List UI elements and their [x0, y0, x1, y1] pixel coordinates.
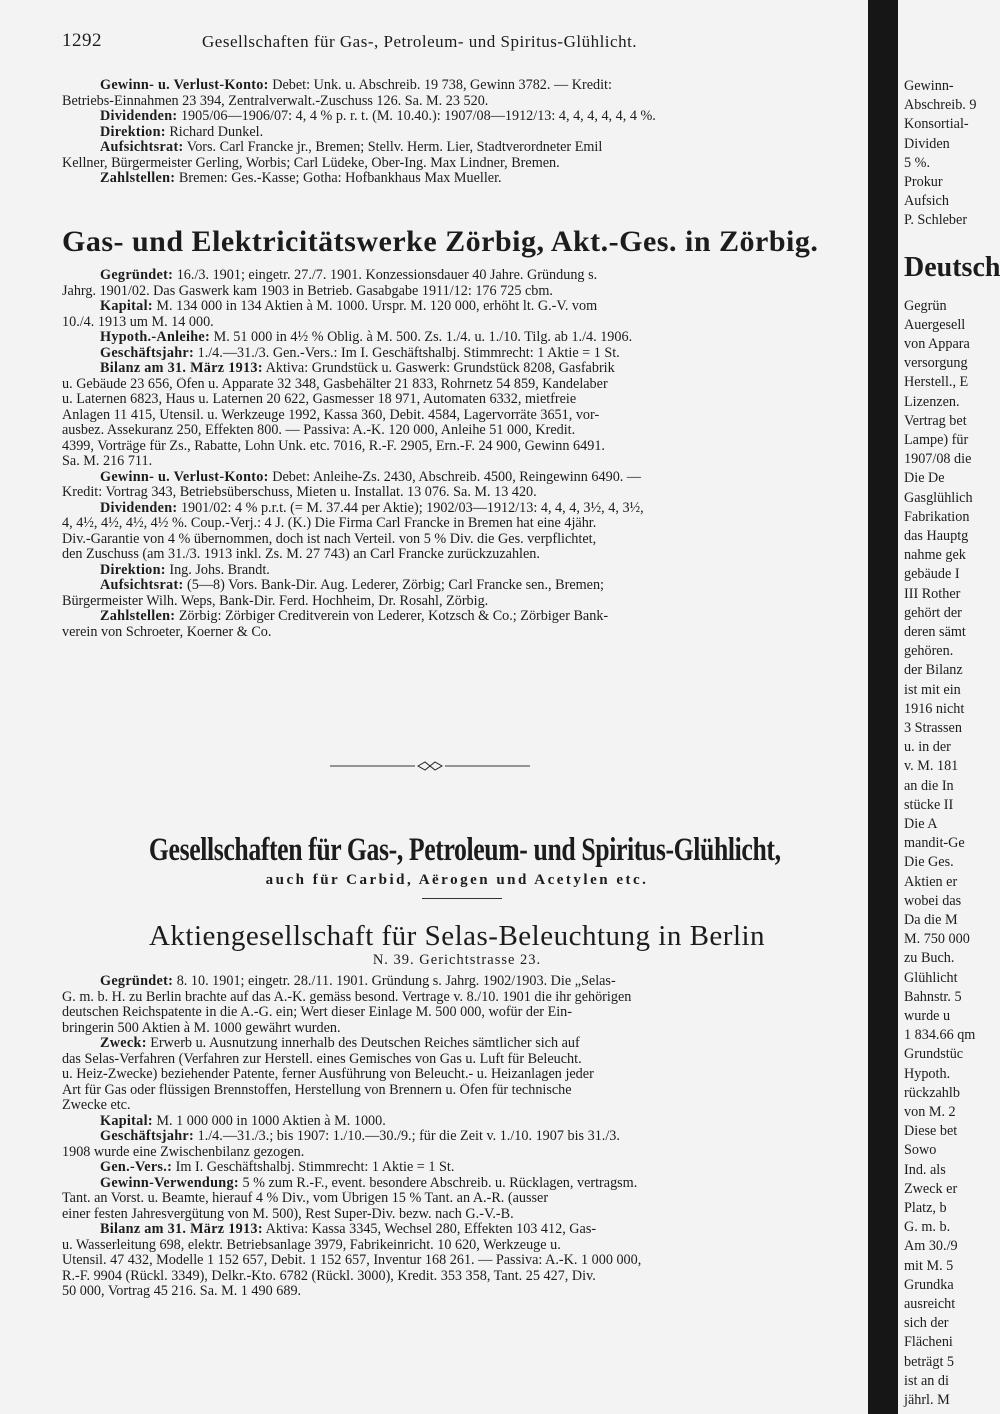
field-label: Dividenden: — [100, 500, 178, 516]
adjacent-text-fragment: Bahnstr. 5 — [904, 988, 962, 1005]
adjacent-text-fragment: Die De — [904, 470, 945, 487]
field-label: Geschäftsjahr: — [100, 1129, 195, 1144]
section-divider-ornament — [330, 760, 530, 772]
text-line — [62, 408, 852, 424]
field-text: Richard Dunkel. — [165, 124, 264, 140]
field-text: ausbez. Assekuranz 250, Effekten 800. — Passiva: A.-K. 120 000, Anleihe 51 000, Kredit. — [62, 423, 576, 438]
text-line — [62, 625, 852, 641]
running-title: Gesellschaften für Gas-, Petroleum- und Spiritus-Glühlicht. — [202, 32, 638, 51]
adjacent-text-fragment: Herstell., E — [904, 374, 969, 391]
field-text: Art für Gas oder flüssigen Brennstoffen, Herstellung von Brennern u. Öfen für technische — [62, 1082, 572, 1098]
field-text: M. 134 000 in 134 Aktien à M. 1000. Urspr. M. 120 000, erhöht lt. G.-V. vom — [152, 299, 598, 314]
field-text: Erwerb u. Ausnutzung innerhalb des Deutschen Reiches sämtlicher sich auf — [146, 1036, 580, 1051]
field-label: Direktion: — [100, 562, 166, 578]
text-line — [62, 94, 852, 110]
adjacent-text-fragment: Sowo — [904, 1142, 937, 1159]
text-line — [62, 1253, 852, 1269]
field-label: Kapital: — [100, 1113, 153, 1129]
adjacent-text-fragment: Prokur — [904, 174, 943, 190]
field-text: 1905/06—1906/07: 4, 4 % p. r. t. (M. 10.40.): 1907/08—1912/13: 4, 4, 4, 4, 4, 4 %. — [177, 109, 656, 124]
adjacent-text-fragment: Platz, b — [904, 1200, 947, 1216]
field-label: Zahlstellen: — [100, 609, 176, 624]
adjacent-text-fragment: Fabrikation — [904, 508, 970, 525]
field-text: deutschen Reichspatente in die A.-G. ein; Wert dieser Einlage M. 500 000, wofür der Ein- — [62, 1005, 572, 1020]
field-text: Debet: Anleihe-Zs. 2430, Abschreib. 4500, Reingewinn 6490. — — [268, 469, 642, 485]
text-line — [62, 1222, 852, 1238]
text-line — [62, 1160, 852, 1176]
field-text: Bürgermeister Wilh. Weps, Bank-Dir. Ferd. Hochheim, Dr. Rosahl, Zörbig. — [62, 593, 489, 609]
page-number: 1292 — [62, 30, 102, 51]
text-line — [62, 485, 852, 501]
previous-company-tail — [62, 78, 852, 187]
text-line — [62, 299, 852, 315]
field-label: Gewinn- u. Verlust-Konto: — [100, 469, 269, 485]
adjacent-text-fragment: deren sämt — [904, 624, 966, 640]
field-label: Gegründet: — [100, 268, 174, 283]
adjacent-text-fragment: v. M. 181 — [904, 758, 959, 775]
field-text: Betriebs-Einnahmen 23 394, Zentralverwalt.-Zuschuss 126. Sa. M. 23 520. — [62, 93, 489, 109]
field-text: Div.-Garantie von 4 % übernommen, doch ist nach Verteil. von 5 % Div. die Ges. verpflichtet, — [62, 531, 597, 547]
field-text: u. Gebäude 23 656, Öfen u. Apparate 32 348, Gasbehälter 21 833, Rohrnetz 54 859, Kandelaber — [62, 376, 608, 392]
text-line — [62, 1191, 852, 1207]
adjacent-text-fragment: sich der — [904, 1315, 949, 1332]
text-line — [62, 140, 852, 156]
field-text: bringerin 500 Aktien à M. 1000 gewährt wurden. — [62, 1020, 341, 1036]
text-line — [62, 423, 852, 439]
field-text: den Zuschuss (am 31./3. 1913 inkl. Zs. M. 27 743) an Carl Francke zurückzuzahlen. — [62, 547, 540, 562]
adjacent-text-fragment: nahme gek — [904, 547, 966, 564]
adjacent-text-fragment: von Appara — [904, 336, 970, 352]
adjacent-text-fragment: Die Ges. — [904, 854, 954, 871]
adjacent-text-fragment: u. in der — [904, 739, 951, 756]
field-text: 8. 10. 1901; eingetr. 28./11. 1901. Gründung s. Jahrg. 1902/1903. Die „Selas- — [173, 974, 616, 989]
field-text: 10./4. 1913 um M. 14 000. — [62, 314, 214, 330]
text-line — [62, 439, 852, 455]
adjacent-text-fragment: Glühlicht — [904, 969, 958, 986]
section-title: Gesellschaften für Gas-, Petroleum- und Spiritus-Glühlicht, — [148, 832, 781, 868]
field-text: Anlagen 11 415, Utensil. u. Werkzeuge 1992, Kassa 360, Debit. 4584, Lagervorräte 3651, vor- — [62, 407, 600, 423]
text-line — [62, 547, 852, 563]
adjacent-text-fragment: das Hauptg — [904, 528, 969, 544]
field-text: 1./4.—31./3. Gen.-Vers.: Im I. Geschäftshalbj. Stimmrecht: 1 Aktie = 1 St. — [194, 345, 620, 361]
adjacent-text-fragment: Aktien er — [904, 873, 958, 890]
field-label: Gegründet: — [100, 974, 174, 989]
adjacent-text-fragment: Hypoth. — [904, 1065, 951, 1082]
field-text: 50 000, Vortrag 45 216. Sa. M. 1 490 689. — [62, 1284, 302, 1299]
field-label: Direktion: — [100, 124, 166, 140]
text-line — [62, 156, 852, 172]
text-line — [62, 1114, 852, 1130]
text-line — [62, 315, 852, 331]
adjacent-text-fragment: Grundka — [904, 1276, 954, 1293]
field-text: Aktiva: Grundstück u. Gaswerk: Grundstück 8208, Gasfabrik — [262, 361, 615, 376]
field-text: verein von Schroeter, Koerner & Co. — [62, 624, 272, 640]
adjacent-text-fragment: Dividen — [904, 135, 950, 152]
field-text: 1908 wurde eine Zwischenbilanz gezogen. — [62, 1144, 305, 1160]
adjacent-text-fragment: 3 Strassen — [904, 720, 962, 736]
adjacent-page-column — [900, 0, 1000, 1414]
adjacent-text-fragment: wobei das — [904, 892, 962, 909]
field-label: Hypoth.-Anleihe: — [100, 330, 211, 345]
text-line — [62, 346, 852, 362]
field-text: Tant. an Vorst. u. Beamte, hierauf 4 % Div., vom Übrigen 15 % Tant. an A.-R. (ausser — [62, 1191, 549, 1206]
field-text: Debet: Unk. u. Abschreib. 19 738, Gewinn 3782. — Kredit: — [268, 78, 612, 93]
field-text: Zwecke etc. — [62, 1098, 131, 1113]
adjacent-text-fragment: der Bilanz — [904, 662, 963, 679]
field-text: 16./3. 1901; eingetr. 27./7. 1901. Konzessionsdauer 40 Jahre. Gründung s. — [173, 268, 598, 283]
adjacent-text-fragment: Aufsich — [904, 193, 949, 210]
text-line — [62, 171, 852, 187]
field-label: Dividenden: — [100, 109, 178, 124]
field-text: Zörbig: Zörbiger Creditverein von Lederer, Kotzsch & Co.; Zörbiger Bank- — [175, 609, 609, 624]
adjacent-text-fragment: Lizenzen. — [904, 393, 960, 410]
text-line — [62, 1067, 852, 1083]
text-line — [62, 284, 852, 300]
field-label: Gewinn-Verwendung: — [100, 1175, 239, 1191]
adjacent-text-fragment: Da die M — [904, 912, 958, 928]
adjacent-text-fragment: G. m. b. — [904, 1219, 951, 1236]
field-text: R.-F. 9904 (Rückl. 3349), Delkr.-Kto. 6782 (Rückl. 3000), Kredit. 353 358, Tant. 25 427, Div. — [62, 1268, 596, 1284]
adjacent-text-fragment: gehören. — [904, 643, 954, 660]
text-line — [62, 1176, 852, 1192]
field-label: Aufsichtsrat: — [100, 140, 184, 155]
field-text: Kellner, Bürgermeister Gerling, Worbis; Carl Lüdeke, Ober-Ing. Max Lindner, Bremen. — [62, 155, 560, 171]
text-line — [62, 1284, 852, 1300]
field-text: Aktiva: Kassa 3345, Wechsel 280, Effekten 103 412, Gas- — [262, 1222, 597, 1237]
field-text: Sa. M. 216 711. — [62, 454, 153, 469]
field-text: Bremen: Ges.-Kasse; Gotha: Hofbankhaus Max Mueller. — [175, 171, 502, 186]
field-text: u. Wasserleitung 698, elektr. Betriebsanlage 3979, Fabrikeinricht. 10 620, Werkzeuge u. — [62, 1237, 561, 1253]
text-line — [62, 1269, 852, 1285]
adjacent-text-fragment: Gegrün — [904, 297, 947, 314]
text-line — [62, 109, 852, 125]
text-line — [62, 470, 852, 486]
adjacent-text-fragment: 1 834.66 qm — [904, 1027, 976, 1044]
adjacent-text-fragment: Die A — [904, 816, 938, 832]
adjacent-text-fragment: von M. 2 — [904, 1104, 956, 1120]
adjacent-text-fragment: Am 30./9 — [904, 1238, 958, 1255]
adjacent-text-fragment: gehört der — [904, 604, 962, 621]
section-subtitle: auch für Carbid, Aërogen und Acetylen etc. — [265, 872, 649, 888]
field-text: 1901/02: 4 % p.r.t. (= M. 37.44 per Aktie); 1902/03—1912/13: 4, 4, 4, 3½, 4, 3½, — [177, 500, 644, 516]
adjacent-text-fragment: Ind. als — [904, 1161, 946, 1178]
field-text: G. m. b. H. zu Berlin brachte auf das A.-K. gemäss besond. Vertrage v. 8./10. 1901 die ihr gehörigen — [62, 989, 632, 1005]
text-line — [62, 78, 852, 94]
adjacent-text-fragment: versorgung — [904, 355, 968, 372]
text-line — [62, 990, 852, 1006]
adjacent-text-fragment: Abschreib. 9 — [904, 97, 977, 114]
text-line — [62, 1129, 852, 1145]
adjacent-text-fragment: wurde u — [904, 1008, 951, 1024]
adjacent-text-fragment: ist mit ein — [904, 681, 961, 698]
adjacent-text-fragment: M. 750 000 — [904, 931, 970, 948]
field-label: Gewinn- u. Verlust-Konto: — [100, 78, 269, 93]
adjacent-text-fragment: Auergesell — [904, 316, 966, 333]
field-label: Bilanz am 31. März 1913: — [100, 1222, 263, 1237]
text-line — [62, 1036, 852, 1052]
field-text: Utensil. 47 432, Modelle 1 152 657, Debit. 1 152 657, Inventur 168 261. — Passiva: A.-K. 1 000 000, — [62, 1253, 642, 1268]
text-line — [62, 578, 852, 594]
field-text: u. Heiz-Zwecke) beziehender Patente, ferner Ausführung von Beleucht.- u. Heizanlagen jeder — [62, 1067, 594, 1082]
field-label: Gen.-Vers.: — [100, 1160, 173, 1175]
adjacent-text-fragment: Diese bet — [904, 1123, 958, 1140]
adjacent-text-fragment: stücke II — [904, 796, 954, 813]
adjacent-text-fragment: Lampe) für — [904, 432, 969, 448]
field-label: Aufsichtsrat: — [100, 578, 184, 593]
adjacent-text-fragment: 1907/08 die — [904, 451, 972, 468]
adjacent-text-fragment: Grundstüc — [904, 1046, 964, 1063]
adjacent-text-fragment: 1916 nicht — [904, 700, 965, 717]
adjacent-text-fragment: ist an di — [904, 1372, 949, 1389]
adjacent-text-fragment: ausreicht — [904, 1296, 956, 1312]
field-text: (5—8) Vors. Bank-Dir. Aug. Lederer, Zörbig; Carl Francke sen., Bremen; — [183, 578, 604, 593]
company-address-selas: N. 39. Gerichtstrasse 23. — [372, 952, 542, 968]
text-line — [62, 268, 852, 284]
text-line — [62, 563, 852, 579]
company-entry-zoerbig — [62, 268, 852, 640]
text-line — [62, 516, 852, 532]
text-line — [62, 1145, 852, 1161]
company-entry-selas — [62, 974, 852, 1300]
adjacent-text-fragment: mandit-Ge — [904, 835, 965, 852]
adjacent-text-fragment: an die In — [904, 777, 954, 794]
field-label: Zweck: — [100, 1036, 147, 1051]
adjacent-text-fragment: Konsortial- — [904, 116, 969, 133]
text-line — [62, 377, 852, 393]
field-text: 4, 4½, 4½, 4½, 4½ %. Coup.-Verj.: 4 J. (K.) Die Firma Carl Francke in Bremen hat eine 4jähr. — [62, 516, 597, 531]
adjacent-text-fragment: Flächeni — [904, 1334, 953, 1351]
adjacent-text-fragment: zu Buch. — [904, 950, 955, 967]
text-line — [62, 1005, 852, 1021]
field-label: Geschäftsjahr: — [100, 345, 195, 361]
text-line — [62, 1021, 852, 1037]
text-line — [62, 1098, 852, 1114]
text-line — [62, 361, 852, 377]
text-line — [62, 1207, 852, 1223]
adjacent-text-fragment: P. Schleber — [904, 212, 968, 229]
adjacent-text-fragment: Zweck er — [904, 1180, 958, 1197]
page-gutter-shadow — [868, 0, 898, 1414]
field-label: Kapital: — [100, 299, 153, 314]
text-line — [62, 532, 852, 548]
adjacent-text-fragment: mit M. 5 — [904, 1257, 954, 1274]
text-line — [62, 501, 852, 517]
adjacent-text-fragment: 5 %. — [904, 154, 931, 171]
adjacent-text-fragment: Gasglühlich — [904, 489, 973, 506]
field-text: M. 51 000 in 4½ % Oblig. à M. 500. Zs. 1./4. u. 1./10. Tilg. ab 1./4. 1906. — [210, 330, 633, 345]
text-line — [62, 454, 852, 470]
section-rule — [422, 898, 502, 899]
text-line — [62, 974, 852, 990]
adjacent-text-fragment: gebäude I — [904, 566, 960, 583]
text-line — [62, 1052, 852, 1068]
field-label: Zahlstellen: — [100, 171, 176, 186]
field-text: Kredit: Vortrag 343, Betriebsüberschuss, Mieten u. Installat. 13 076. Sa. M. 13 420. — [62, 485, 537, 500]
field-text: M. 1 000 000 in 1000 Aktien à M. 1000. — [152, 1113, 386, 1129]
field-text: 1./4.—31./3.; bis 1907: 1./10.—30./9.; für die Zeit v. 1./10. 1907 bis 31./3. — [194, 1129, 620, 1144]
field-text: u. Laternen 6823, Haus u. Laternen 20 622, Gasmesser 18 971, Automaten 6332, mietfreie — [62, 392, 577, 407]
adjacent-text-fragment: beträgt 5 — [904, 1353, 955, 1370]
field-text: das Selas-Verfahren (Verfahren zur Herstell. eines Gemisches von Gas u. Luft für Beleucht. — [62, 1051, 582, 1067]
field-text: Vors. Carl Francke jr., Bremen; Stellv. Herm. Lier, Stadtverordneter Emil — [183, 140, 603, 155]
adjacent-text-fragment: rückzahlb — [904, 1084, 960, 1101]
field-text: Ing. Johs. Brandt. — [165, 562, 270, 578]
text-line — [62, 125, 852, 141]
adjacent-text-fragment: jährl. M — [904, 1392, 950, 1408]
text-line — [62, 594, 852, 610]
field-label: Bilanz am 31. März 1913: — [100, 361, 263, 376]
field-text: 5 % zum R.-F., event. besondere Abschreib. u. Rücklagen, vertragsm. — [238, 1175, 638, 1191]
text-line — [62, 392, 852, 408]
field-text: Jahrg. 1901/02. Das Gaswerk kam 1903 in Betrieb. Gasabgabe 1911/12: 176 725 cbm. — [62, 283, 553, 299]
field-text: 4399, Vorträge für Zs., Rabatte, Lohn Unk. etc. 7016, R.-F. 2905, Ern.-F. 24 900, Gewinn 6491. — [62, 438, 605, 454]
text-line — [62, 1083, 852, 1099]
company-title-zoerbig: Gas- und Elektricitätswerke Zörbig, Akt.-Ges. in Zörbig. — [62, 225, 819, 258]
adjacent-text-fragment: Deutsch — [904, 251, 1000, 283]
company-title-selas: Aktiengesellschaft für Selas-Beleuchtung in Berlin — [148, 920, 766, 952]
adjacent-text-fragment: Vertrag bet — [904, 412, 967, 429]
field-text: einer festen Jahresvergütung von M. 500), Rest Super-Div. bezw. nach G.-V.-B. — [62, 1206, 514, 1222]
text-line — [62, 609, 852, 625]
text-line — [62, 1238, 852, 1254]
text-line — [62, 330, 852, 346]
field-text: Im I. Geschäftshalbj. Stimmrecht: 1 Aktie = 1 St. — [172, 1160, 455, 1175]
adjacent-text-fragment: III Rother — [904, 585, 961, 602]
page-header — [62, 30, 852, 58]
adjacent-text-fragment: Gewinn- — [904, 78, 954, 94]
